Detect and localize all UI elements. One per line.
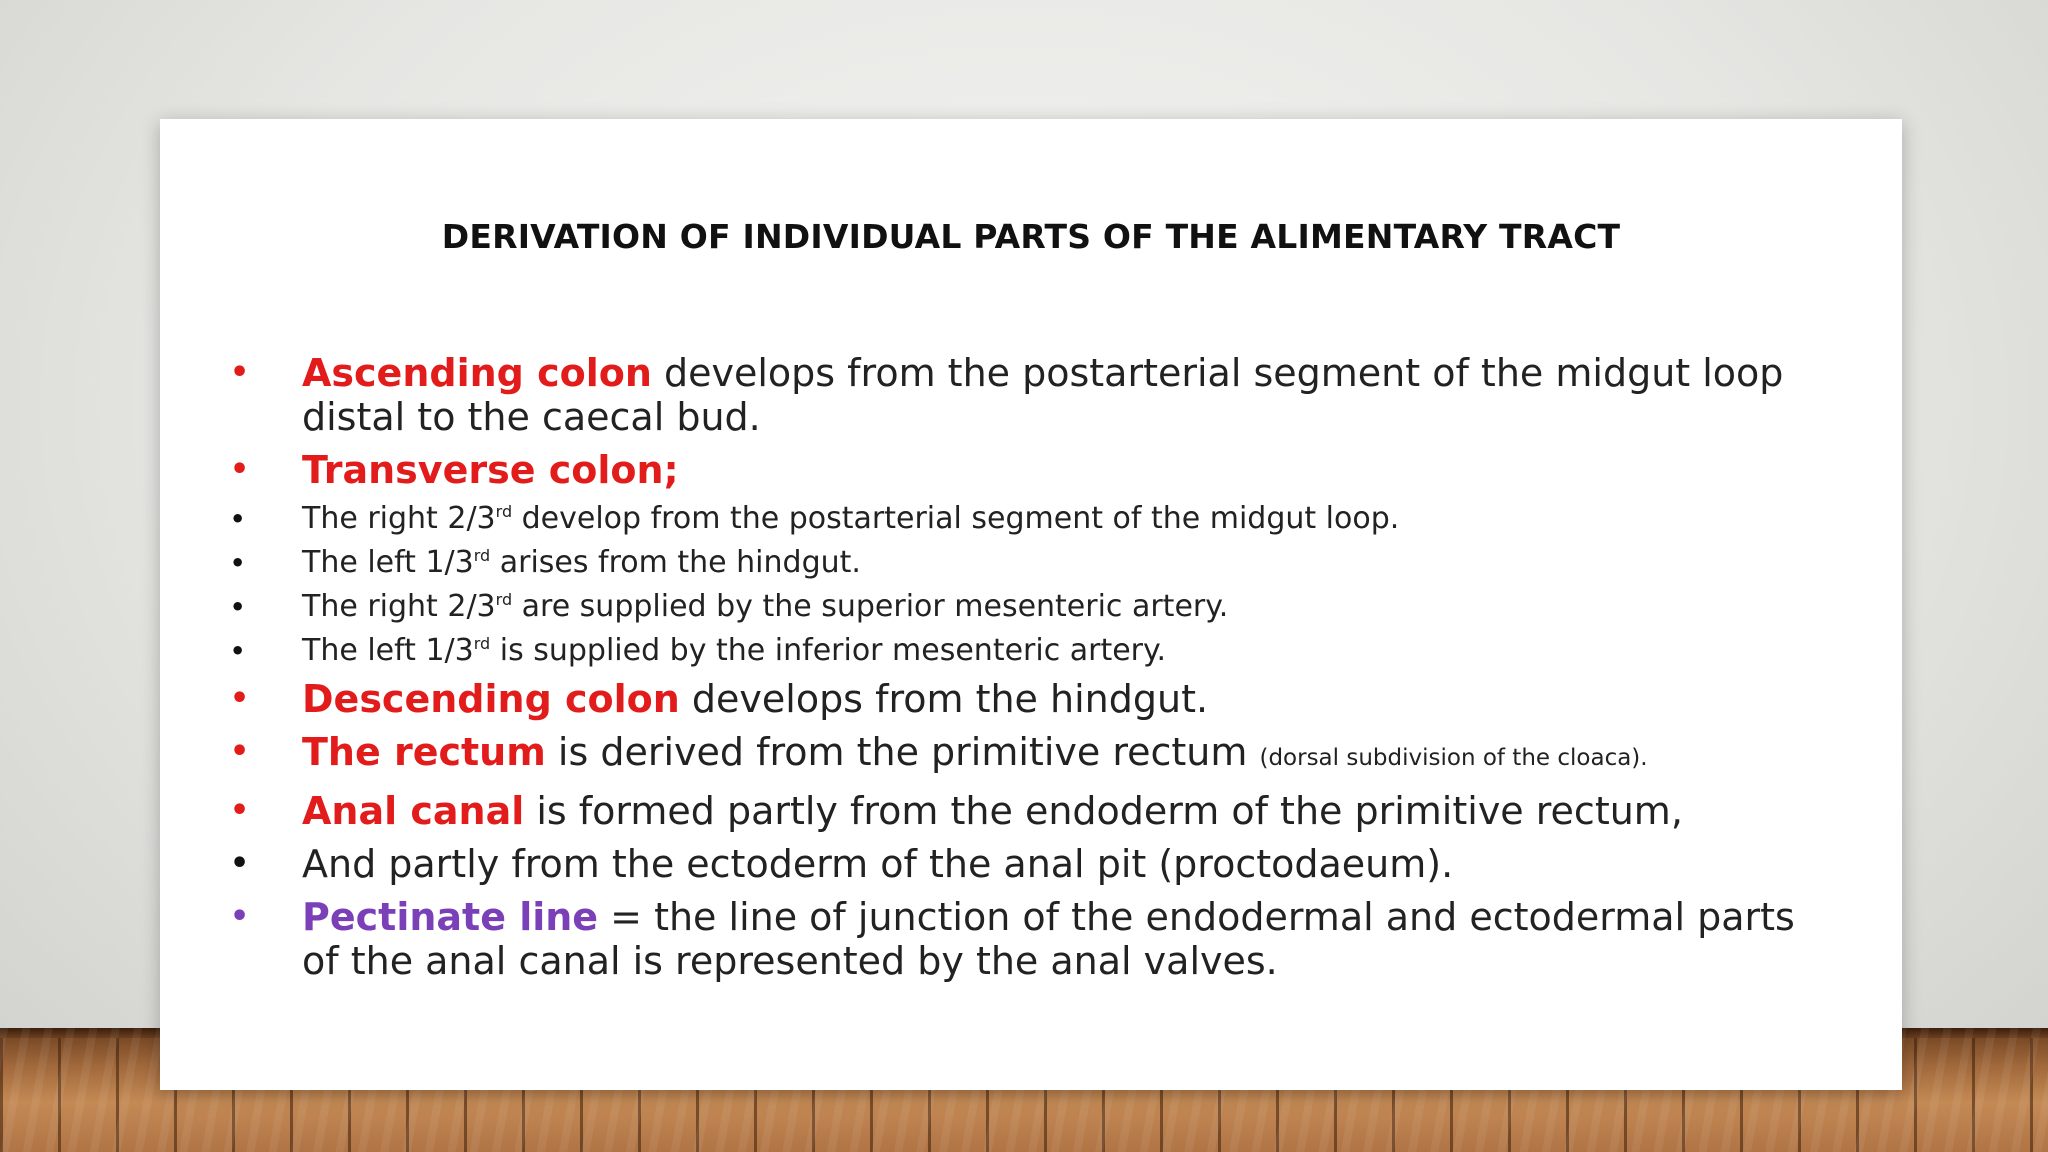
bullet-icon: • — [230, 734, 250, 769]
superscript: rd — [473, 546, 491, 565]
term-ascending-colon: Ascending colon — [302, 351, 652, 395]
list-item-transverse-left-origin — [230, 545, 1840, 581]
item-text: develops from the postarterial segment of the midgut loop distal to the caecal bud. — [302, 351, 1784, 439]
list-item-anal-pit — [230, 842, 1840, 886]
bullet-icon: • — [230, 549, 246, 577]
item-text: is supplied by the inferior mesenteric artery. — [490, 633, 1167, 668]
item-text: arises from the hindgut. — [490, 545, 861, 580]
superscript: rd — [473, 634, 491, 653]
item-text: is derived from the primitive rectum — [545, 730, 1260, 774]
bullet-icon: • — [230, 681, 250, 716]
term-anal-canal: Anal canal — [302, 789, 525, 833]
slide — [160, 119, 1902, 1090]
list-item-transverse-right-origin — [230, 501, 1840, 537]
item-text: is formed partly from the endoderm of the primitive rectum, — [524, 789, 1683, 833]
term-descending-colon: Descending colon — [302, 677, 680, 721]
list-item-anal-canal — [230, 789, 1840, 833]
rectum-note: (dorsal subdivision of the cloaca). — [1259, 745, 1648, 771]
item-text: The left 1/3 — [302, 633, 474, 668]
bullet-icon: • — [230, 846, 250, 881]
bullet-icon: • — [230, 637, 246, 665]
superscript: rd — [495, 590, 513, 609]
bullet-icon: • — [230, 899, 250, 934]
list-item-ascending-colon — [230, 351, 1840, 439]
bullet-icon: • — [230, 505, 246, 533]
term-transverse-colon: Transverse colon; — [302, 448, 679, 492]
item-text: are supplied by the superior mesenteric artery. — [512, 589, 1229, 624]
bullet-list — [230, 351, 1840, 992]
bullet-icon: • — [230, 593, 246, 621]
item-text: = the line of junction of the endodermal and ectodermal parts of the anal canal is represented by the anal valves. — [302, 895, 1795, 983]
bullet-icon: • — [230, 452, 250, 487]
slide-title: DERIVATION OF INDIVIDUAL PARTS OF THE ALIMENTARY TRACT — [441, 217, 1621, 256]
item-text: The right 2/3 — [302, 589, 496, 624]
term-pectinate-line: Pectinate line — [302, 895, 599, 939]
term-rectum: The rectum — [302, 730, 546, 774]
item-text: develop from the postarterial segment of the midgut loop. — [512, 501, 1400, 536]
list-item-pectinate-line — [230, 895, 1840, 983]
item-text: And partly from the ectoderm of the anal pit (proctodaeum). — [302, 842, 1454, 886]
item-text: The left 1/3 — [302, 545, 474, 580]
list-item-descending-colon — [230, 677, 1840, 721]
item-text: The right 2/3 — [302, 501, 496, 536]
list-item-rectum — [230, 730, 1840, 780]
item-text: develops from the hindgut. — [679, 677, 1209, 721]
bullet-icon: • — [230, 793, 250, 828]
list-item-transverse-colon — [230, 448, 1840, 492]
bullet-icon: • — [230, 355, 250, 390]
list-item-transverse-left-supply — [230, 633, 1840, 669]
superscript: rd — [495, 502, 513, 521]
list-item-transverse-right-supply — [230, 589, 1840, 625]
